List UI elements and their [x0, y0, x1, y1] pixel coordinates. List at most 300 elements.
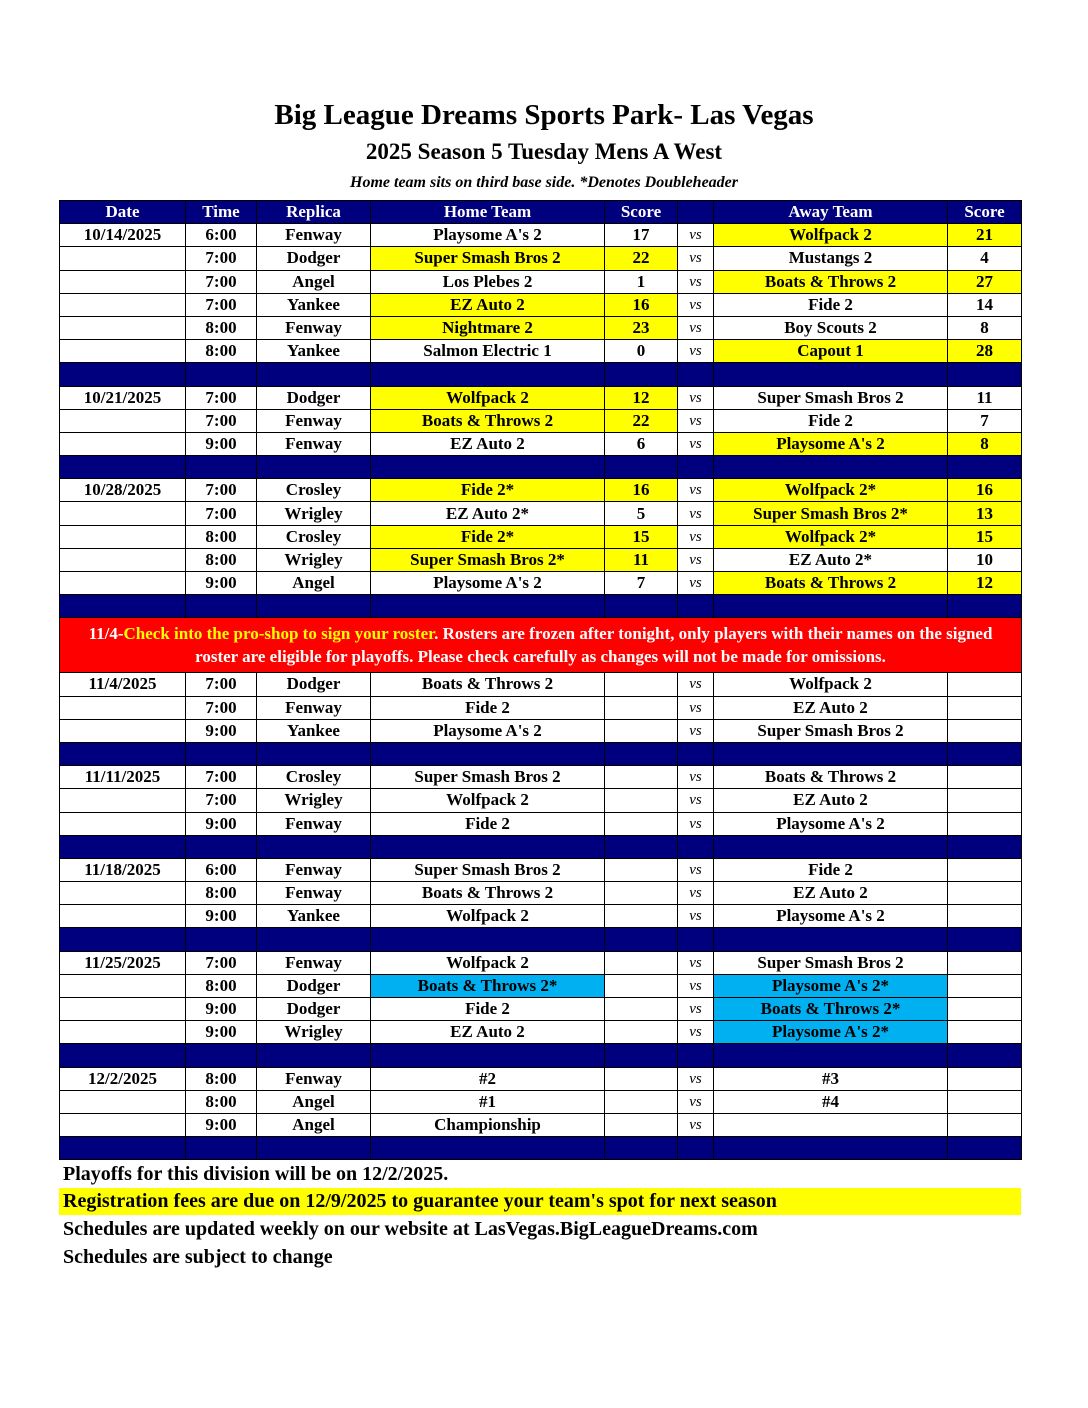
- away-team-cell: Boats & Throws 2: [714, 766, 948, 789]
- spacer-cell: [60, 742, 186, 765]
- away-team-cell: Playsome A's 2: [714, 905, 948, 928]
- home-team-cell: EZ Auto 2: [371, 1021, 605, 1044]
- header-row: [60, 201, 1022, 224]
- spacer-cell: [678, 835, 714, 858]
- time-cell: 7:00: [186, 696, 257, 719]
- spacer-cell: [371, 1044, 605, 1067]
- game-row: [60, 882, 1022, 905]
- game-row: [60, 293, 1022, 316]
- away-score-cell: [948, 998, 1022, 1021]
- spacer-cell: [605, 928, 678, 951]
- away-score-cell: [948, 1113, 1022, 1136]
- game-row: [60, 1113, 1022, 1136]
- spacer-cell: [605, 742, 678, 765]
- spacer-cell: [371, 928, 605, 951]
- column-header-date: Date: [60, 201, 186, 224]
- field-cell: Angel: [257, 1090, 371, 1113]
- field-cell: Angel: [257, 270, 371, 293]
- home-team-cell: Fide 2: [371, 812, 605, 835]
- date-cell: [60, 409, 186, 432]
- spacer-cell: [605, 363, 678, 386]
- spacer-cell: [948, 742, 1022, 765]
- away-score-cell: [948, 905, 1022, 928]
- spacer-cell: [186, 456, 257, 479]
- game-row: [60, 789, 1022, 812]
- field-cell: Yankee: [257, 293, 371, 316]
- spacer-cell: [948, 456, 1022, 479]
- change-note: Schedules are subject to change: [63, 1246, 333, 1268]
- spacer-cell: [257, 363, 371, 386]
- date-cell: 10/28/2025: [60, 479, 186, 502]
- spacer-cell: [714, 928, 948, 951]
- date-cell: [60, 316, 186, 339]
- date-cell: [60, 1021, 186, 1044]
- spacer-cell: [714, 595, 948, 618]
- home-score-cell: 7: [605, 572, 678, 595]
- home-team-cell: EZ Auto 2*: [371, 502, 605, 525]
- time-cell: 8:00: [186, 316, 257, 339]
- home-team-cell: Nightmare 2: [371, 316, 605, 339]
- away-team-cell: EZ Auto 2: [714, 696, 948, 719]
- spacer-cell: [714, 1044, 948, 1067]
- spacer-cell: [605, 1137, 678, 1160]
- time-cell: 9:00: [186, 719, 257, 742]
- vs-cell: vs: [678, 998, 714, 1021]
- spacer-cell: [60, 363, 186, 386]
- game-row: [60, 951, 1022, 974]
- home-team-cell: #1: [371, 1090, 605, 1113]
- vs-cell: vs: [678, 247, 714, 270]
- roster-notice-rest: . Rosters are frozen after tonight, only players with their names on the signed roster are eligible for playoffs. Please check carefully as changes will not be made for omissions.: [195, 624, 993, 667]
- away-score-cell: 11: [948, 386, 1022, 409]
- website-note: Schedules are updated weekly on our website at LasVegas.BigLeagueDreams.com: [63, 1218, 758, 1240]
- spacer-cell: [60, 595, 186, 618]
- home-team-cell: Super Smash Bros 2: [371, 247, 605, 270]
- away-team-cell: Fide 2: [714, 293, 948, 316]
- away-team-cell: Playsome A's 2: [714, 812, 948, 835]
- time-cell: 8:00: [186, 1090, 257, 1113]
- away-score-cell: 28: [948, 340, 1022, 363]
- game-row: [60, 316, 1022, 339]
- away-team-cell: EZ Auto 2: [714, 882, 948, 905]
- vs-cell: vs: [678, 293, 714, 316]
- vs-cell: vs: [678, 905, 714, 928]
- vs-cell: vs: [678, 525, 714, 548]
- date-cell: 11/11/2025: [60, 766, 186, 789]
- home-team-cell: Wolfpack 2: [371, 905, 605, 928]
- away-team-cell: Playsome A's 2: [714, 432, 948, 455]
- playoffs-note: Playoffs for this division will be on 12/2/2025.: [63, 1163, 449, 1185]
- time-cell: 9:00: [186, 812, 257, 835]
- home-score-cell: [605, 1090, 678, 1113]
- away-team-cell: Playsome A's 2*: [714, 974, 948, 997]
- home-team-cell: Playsome A's 2: [371, 572, 605, 595]
- away-team-cell: #4: [714, 1090, 948, 1113]
- time-cell: 7:00: [186, 673, 257, 696]
- spacer-cell: [605, 1044, 678, 1067]
- away-team-cell: Boats & Throws 2: [714, 270, 948, 293]
- away-score-cell: 27: [948, 270, 1022, 293]
- home-team-cell: #2: [371, 1067, 605, 1090]
- vs-cell: vs: [678, 858, 714, 881]
- away-team-cell: Capout 1: [714, 340, 948, 363]
- home-score-cell: [605, 858, 678, 881]
- spacer-cell: [678, 595, 714, 618]
- time-cell: 7:00: [186, 386, 257, 409]
- home-team-cell: Wolfpack 2: [371, 789, 605, 812]
- home-score-cell: 5: [605, 502, 678, 525]
- spacer-row: [60, 742, 1022, 765]
- time-cell: 9:00: [186, 1021, 257, 1044]
- away-score-cell: 15: [948, 525, 1022, 548]
- game-row: [60, 479, 1022, 502]
- vs-cell: vs: [678, 572, 714, 595]
- away-score-cell: [948, 974, 1022, 997]
- home-score-cell: 23: [605, 316, 678, 339]
- away-team-cell: Super Smash Bros 2: [714, 386, 948, 409]
- game-row: [60, 719, 1022, 742]
- game-row: [60, 858, 1022, 881]
- spacer-cell: [714, 456, 948, 479]
- date-cell: [60, 340, 186, 363]
- home-team-cell: Super Smash Bros 2: [371, 766, 605, 789]
- away-team-cell: Wolfpack 2*: [714, 479, 948, 502]
- home-team-cell: Fide 2*: [371, 479, 605, 502]
- time-cell: 7:00: [186, 247, 257, 270]
- away-score-cell: [948, 951, 1022, 974]
- vs-cell: vs: [678, 812, 714, 835]
- spacer-cell: [60, 456, 186, 479]
- vs-cell: vs: [678, 1067, 714, 1090]
- away-team-cell: Super Smash Bros 2*: [714, 502, 948, 525]
- home-team-cell: Fide 2: [371, 696, 605, 719]
- game-row: [60, 525, 1022, 548]
- game-row: [60, 247, 1022, 270]
- away-team-cell: EZ Auto 2: [714, 789, 948, 812]
- date-cell: 10/14/2025: [60, 224, 186, 247]
- away-score-cell: 12: [948, 572, 1022, 595]
- spacer-cell: [678, 363, 714, 386]
- spacer-cell: [371, 835, 605, 858]
- date-cell: [60, 525, 186, 548]
- page-title: Big League Dreams Sports Park- Las Vegas: [274, 99, 814, 131]
- spacer-cell: [714, 742, 948, 765]
- field-cell: Dodger: [257, 974, 371, 997]
- field-cell: Fenway: [257, 882, 371, 905]
- home-score-cell: [605, 951, 678, 974]
- spacer-row: [60, 1044, 1022, 1067]
- game-row: [60, 572, 1022, 595]
- vs-cell: vs: [678, 316, 714, 339]
- away-team-cell: [714, 1113, 948, 1136]
- time-cell: 7:00: [186, 766, 257, 789]
- vs-cell: vs: [678, 951, 714, 974]
- away-score-cell: 14: [948, 293, 1022, 316]
- column-header-away-score: Score: [948, 201, 1022, 224]
- away-score-cell: [948, 673, 1022, 696]
- home-score-cell: 16: [605, 479, 678, 502]
- vs-cell: vs: [678, 974, 714, 997]
- date-cell: 11/18/2025: [60, 858, 186, 881]
- field-cell: Dodger: [257, 673, 371, 696]
- home-score-cell: [605, 1067, 678, 1090]
- spacer-cell: [186, 742, 257, 765]
- spacer-cell: [186, 928, 257, 951]
- spacer-cell: [186, 595, 257, 618]
- home-team-cell: Fide 2*: [371, 525, 605, 548]
- date-cell: [60, 1113, 186, 1136]
- away-team-cell: Wolfpack 2: [714, 224, 948, 247]
- away-score-cell: [948, 1090, 1022, 1113]
- spacer-cell: [60, 835, 186, 858]
- time-cell: 9:00: [186, 572, 257, 595]
- spacer-cell: [605, 456, 678, 479]
- game-row: [60, 502, 1022, 525]
- home-score-cell: 16: [605, 293, 678, 316]
- home-team-cell: Playsome A's 2: [371, 224, 605, 247]
- game-row: [60, 432, 1022, 455]
- date-cell: [60, 548, 186, 571]
- date-cell: 10/21/2025: [60, 386, 186, 409]
- date-cell: [60, 502, 186, 525]
- away-score-cell: [948, 719, 1022, 742]
- vs-cell: vs: [678, 340, 714, 363]
- date-cell: [60, 432, 186, 455]
- time-cell: 7:00: [186, 479, 257, 502]
- field-cell: Dodger: [257, 386, 371, 409]
- field-cell: Fenway: [257, 696, 371, 719]
- field-cell: Fenway: [257, 316, 371, 339]
- spacer-cell: [186, 835, 257, 858]
- game-row: [60, 812, 1022, 835]
- time-cell: 7:00: [186, 502, 257, 525]
- home-team-cell: Championship: [371, 1113, 605, 1136]
- home-score-cell: [605, 905, 678, 928]
- home-score-cell: [605, 789, 678, 812]
- time-cell: 8:00: [186, 974, 257, 997]
- field-cell: Fenway: [257, 1067, 371, 1090]
- spacer-row: [60, 456, 1022, 479]
- vs-cell: vs: [678, 479, 714, 502]
- game-row: [60, 409, 1022, 432]
- time-cell: 8:00: [186, 548, 257, 571]
- vs-cell: vs: [678, 432, 714, 455]
- home-team-cell: Wolfpack 2: [371, 386, 605, 409]
- vs-cell: vs: [678, 673, 714, 696]
- date-cell: 12/2/2025: [60, 1067, 186, 1090]
- time-cell: 8:00: [186, 882, 257, 905]
- spacer-cell: [678, 742, 714, 765]
- field-cell: Fenway: [257, 951, 371, 974]
- date-cell: [60, 974, 186, 997]
- spacer-cell: [605, 835, 678, 858]
- spacer-cell: [257, 928, 371, 951]
- spacer-cell: [186, 363, 257, 386]
- spacer-cell: [371, 456, 605, 479]
- game-row: [60, 905, 1022, 928]
- time-cell: 7:00: [186, 293, 257, 316]
- home-score-cell: 6: [605, 432, 678, 455]
- home-score-cell: 17: [605, 224, 678, 247]
- spacer-row: [60, 928, 1022, 951]
- schedule-table: [59, 200, 1022, 1160]
- field-cell: Yankee: [257, 905, 371, 928]
- away-team-cell: Fide 2: [714, 858, 948, 881]
- spacer-cell: [60, 1044, 186, 1067]
- spacer-row: [60, 363, 1022, 386]
- roster-notice: [60, 618, 1022, 673]
- date-cell: [60, 998, 186, 1021]
- home-team-cell: Boats & Throws 2: [371, 882, 605, 905]
- field-cell: Fenway: [257, 858, 371, 881]
- spacer-cell: [257, 595, 371, 618]
- game-row: [60, 1067, 1022, 1090]
- away-team-cell: #3: [714, 1067, 948, 1090]
- date-cell: [60, 719, 186, 742]
- away-team-cell: Wolfpack 2: [714, 673, 948, 696]
- spacer-cell: [186, 1137, 257, 1160]
- vs-cell: vs: [678, 766, 714, 789]
- time-cell: 6:00: [186, 858, 257, 881]
- spacer-row: [60, 1137, 1022, 1160]
- game-row: [60, 974, 1022, 997]
- spacer-cell: [714, 363, 948, 386]
- date-cell: [60, 789, 186, 812]
- field-cell: Wrigley: [257, 1021, 371, 1044]
- home-score-cell: 1: [605, 270, 678, 293]
- spacer-cell: [60, 1137, 186, 1160]
- away-score-cell: 8: [948, 316, 1022, 339]
- field-cell: Fenway: [257, 409, 371, 432]
- field-cell: Crosley: [257, 479, 371, 502]
- away-team-cell: Playsome A's 2*: [714, 1021, 948, 1044]
- date-cell: [60, 270, 186, 293]
- game-row: [60, 340, 1022, 363]
- away-score-cell: [948, 812, 1022, 835]
- home-team-cell: Super Smash Bros 2*: [371, 548, 605, 571]
- home-team-cell: EZ Auto 2: [371, 432, 605, 455]
- game-row: [60, 998, 1022, 1021]
- spacer-cell: [257, 742, 371, 765]
- vs-cell: vs: [678, 719, 714, 742]
- spacer-cell: [948, 1137, 1022, 1160]
- home-team-cell: Los Plebes 2: [371, 270, 605, 293]
- date-cell: [60, 905, 186, 928]
- column-header-replica: Replica: [257, 201, 371, 224]
- away-team-cell: Super Smash Bros 2: [714, 719, 948, 742]
- vs-cell: vs: [678, 1021, 714, 1044]
- spacer-cell: [948, 595, 1022, 618]
- field-cell: Dodger: [257, 247, 371, 270]
- date-cell: [60, 1090, 186, 1113]
- game-row: [60, 766, 1022, 789]
- away-team-cell: Mustangs 2: [714, 247, 948, 270]
- game-row: [60, 1090, 1022, 1113]
- home-score-cell: [605, 974, 678, 997]
- spacer-cell: [60, 928, 186, 951]
- home-score-cell: [605, 882, 678, 905]
- home-score-cell: [605, 1021, 678, 1044]
- home-score-cell: 15: [605, 525, 678, 548]
- field-cell: Fenway: [257, 812, 371, 835]
- spacer-cell: [948, 1044, 1022, 1067]
- vs-cell: vs: [678, 1090, 714, 1113]
- vs-cell: vs: [678, 502, 714, 525]
- date-cell: [60, 812, 186, 835]
- spacer-cell: [678, 456, 714, 479]
- away-score-cell: 21: [948, 224, 1022, 247]
- spacer-cell: [186, 1044, 257, 1067]
- spacer-cell: [714, 1137, 948, 1160]
- game-row: [60, 1021, 1022, 1044]
- away-team-cell: Boy Scouts 2: [714, 316, 948, 339]
- registration-note: Registration fees are due on 12/9/2025 to guarantee your team's spot for next season: [59, 1188, 1021, 1215]
- spacer-cell: [257, 835, 371, 858]
- vs-cell: vs: [678, 696, 714, 719]
- spacer-cell: [678, 928, 714, 951]
- home-team-cell: Wolfpack 2: [371, 951, 605, 974]
- spacer-cell: [257, 1044, 371, 1067]
- vs-cell: vs: [678, 386, 714, 409]
- vs-cell: vs: [678, 789, 714, 812]
- home-score-cell: 11: [605, 548, 678, 571]
- spacer-cell: [371, 363, 605, 386]
- away-team-cell: Wolfpack 2*: [714, 525, 948, 548]
- spacer-row: [60, 835, 1022, 858]
- home-team-cell: Fide 2: [371, 998, 605, 1021]
- spacer-cell: [678, 1137, 714, 1160]
- away-score-cell: 7: [948, 409, 1022, 432]
- away-team-cell: Super Smash Bros 2: [714, 951, 948, 974]
- home-score-cell: [605, 1113, 678, 1136]
- home-score-cell: [605, 812, 678, 835]
- home-team-cell: EZ Auto 2: [371, 293, 605, 316]
- game-row: [60, 696, 1022, 719]
- home-team-cell: Boats & Throws 2: [371, 409, 605, 432]
- away-score-cell: 10: [948, 548, 1022, 571]
- roster-notice-prefix: 11/4-: [88, 624, 124, 644]
- spacer-cell: [257, 1137, 371, 1160]
- time-cell: 9:00: [186, 1113, 257, 1136]
- game-row: [60, 224, 1022, 247]
- date-cell: 11/4/2025: [60, 673, 186, 696]
- vs-cell: vs: [678, 1113, 714, 1136]
- field-cell: Wrigley: [257, 548, 371, 571]
- away-score-cell: [948, 696, 1022, 719]
- time-cell: 9:00: [186, 432, 257, 455]
- away-team-cell: EZ Auto 2*: [714, 548, 948, 571]
- away-score-cell: [948, 1067, 1022, 1090]
- column-header-time: Time: [186, 201, 257, 224]
- field-cell: Wrigley: [257, 789, 371, 812]
- vs-cell: vs: [678, 270, 714, 293]
- spacer-cell: [605, 595, 678, 618]
- game-row: [60, 548, 1022, 571]
- roster-notice-row: [60, 618, 1022, 673]
- home-team-cell: Super Smash Bros 2: [371, 858, 605, 881]
- spacer-cell: [371, 1137, 605, 1160]
- home-score-cell: [605, 998, 678, 1021]
- date-cell: [60, 572, 186, 595]
- away-score-cell: [948, 789, 1022, 812]
- away-score-cell: [948, 1021, 1022, 1044]
- home-score-cell: [605, 673, 678, 696]
- game-row: [60, 270, 1022, 293]
- home-score-cell: 22: [605, 247, 678, 270]
- column-header-home-score: Score: [605, 201, 678, 224]
- vs-cell: vs: [678, 409, 714, 432]
- home-team-note: Home team sits on third base side. *Denotes Doubleheader: [350, 174, 738, 191]
